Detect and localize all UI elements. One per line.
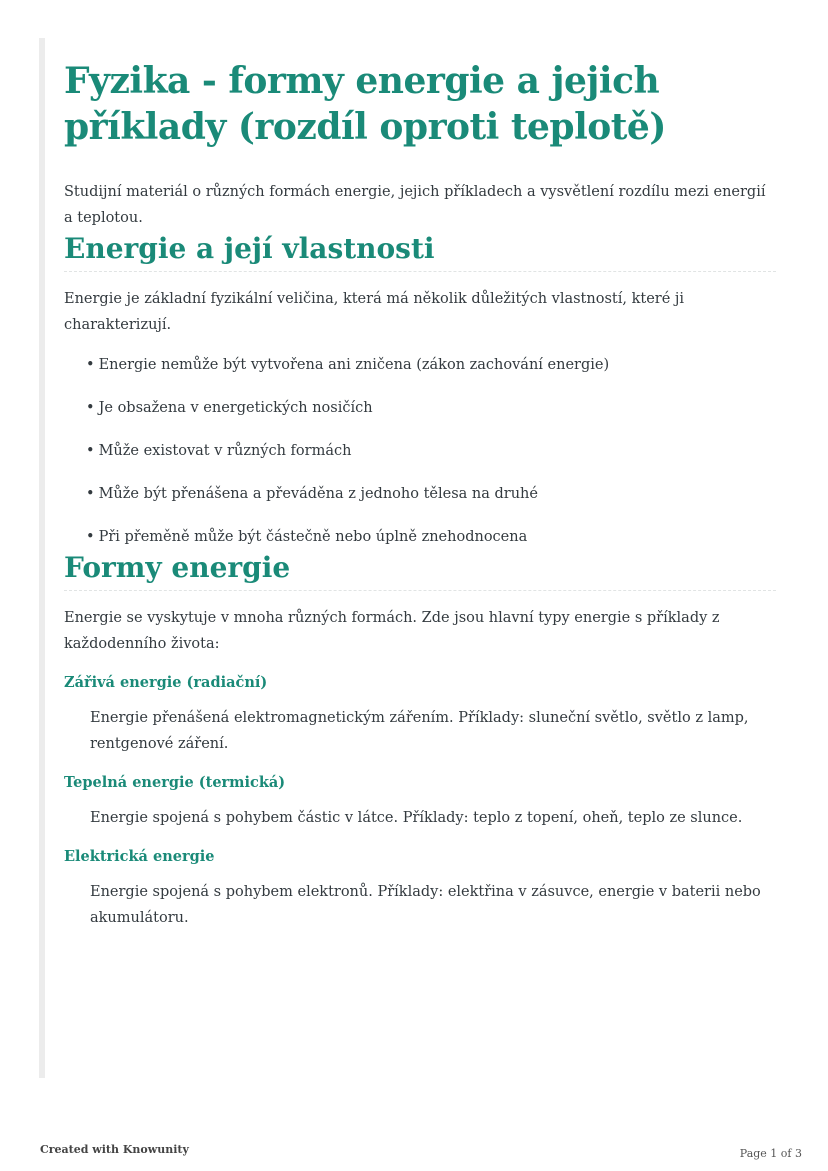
document-title: Fyzika - formy energie a jejich příklady (rozdíl oproti teplotě) — [64, 60, 666, 148]
energy-form-title: Zářivá energie (radiační) — [64, 674, 268, 691]
created-with-credit: Created with Knowunity — [40, 1143, 189, 1156]
list-item: • Je obsažena v energetických nosičích — [86, 400, 373, 416]
energy-form-radiant — [64, 671, 776, 757]
energy-form-description: Energie přenášená elektromagnetickým zářením. Příklady: sluneční světlo, světlo z lamp, rentgenové záření. — [90, 710, 749, 752]
list-item: • Může existovat v různých formách — [86, 443, 352, 459]
page-number: Page 1 of 3 — [739, 1147, 802, 1160]
list-item: • Může být přenášena a převáděna z jednoho tělesa na druhé — [86, 486, 538, 502]
list-item: • Energie nemůže být vytvořena ani zničena (zákon zachování energie) — [86, 357, 610, 373]
intro-paragraph: Studijní materiál o různých formách energie, jejich příkladech a vysvětlení rozdílu mezi energií a teplotou. — [64, 184, 766, 226]
page-left-border — [39, 38, 45, 1078]
energy-form-title: Elektrická energie — [64, 848, 215, 865]
list-item: • Při přeměně může být částečně nebo úplně znehodnocena — [86, 529, 528, 545]
document-body — [64, 58, 776, 931]
energy-form-electric — [64, 845, 776, 931]
energy-form-thermal — [64, 771, 776, 831]
section-heading-energy-forms: Formy energie — [64, 550, 776, 591]
properties-list — [64, 352, 776, 550]
energy-form-title: Tepelná energie (termická) — [64, 774, 286, 791]
section-heading-energy-properties: Energie a její vlastnosti — [64, 231, 776, 272]
energy-form-description: Energie spojená s pohybem částic v látce. Příklady: teplo z topení, oheň, teplo ze slunce. — [90, 810, 743, 826]
section-lead: Energie je základní fyzikální veličina, která má několik důležitých vlastností, které ji charakterizují. — [64, 291, 685, 333]
section-lead: Energie se vyskytuje v mnoha různých formách. Zde jsou hlavní typy energie s příklady z každodenního života: — [64, 610, 720, 652]
energy-form-description: Energie spojená s pohybem elektronů. Příklady: elektřina v zásuvce, energie v baterii nebo akumulátoru. — [90, 884, 761, 926]
